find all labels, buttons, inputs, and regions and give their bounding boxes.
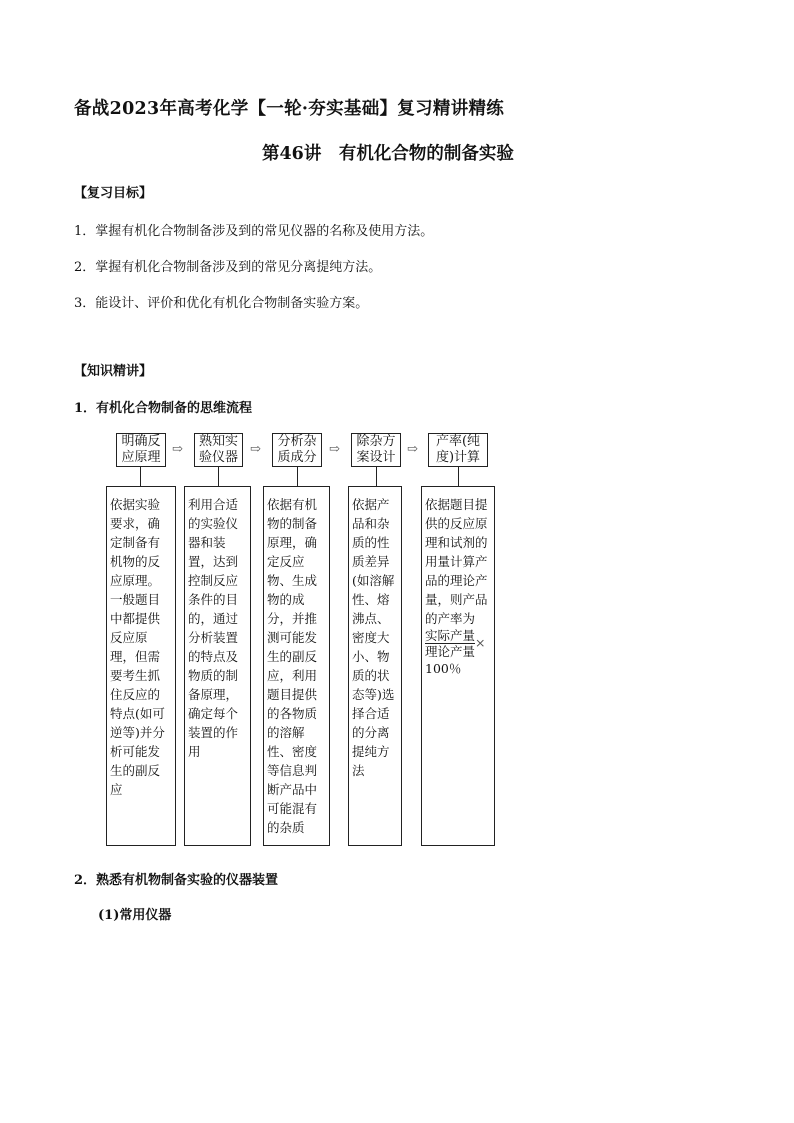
knowledge-heading: 【知识精讲】 <box>74 364 153 379</box>
flow-desc-1: 依据实验要求，确定制备有机物的反应原理。一般题目中都提供反应原理，但需要考生抓住反应的特点(如可逆等)并分析可能发生的副反应 <box>106 486 176 846</box>
document-title: 备战2023年高考化学【一轮·夯实基础】复习精讲精练 <box>74 99 505 119</box>
flow-step-4: 除杂方 案设计 <box>351 433 401 467</box>
goal-item-1: 1．掌握有机化合物制备涉及到的常见仪器的名称及使用方法。 <box>74 224 434 239</box>
flow-connector <box>218 467 219 486</box>
flow-step-1: 明确反 应原理 <box>116 433 166 467</box>
flow-desc-5 <box>421 486 495 846</box>
goal-item-2: 2．掌握有机化合物制备涉及到的常见分离提纯方法。 <box>74 260 382 275</box>
flow-connector <box>458 467 459 486</box>
section-2-heading: 2．熟悉有机物制备实验的仪器装置 <box>74 873 279 888</box>
formula-denominator: 理论产量 <box>425 644 476 659</box>
flow-step-5: 产率(纯 度)计算 <box>428 433 488 467</box>
lesson-title: 第46讲 有机化合物的制备实验 <box>262 144 514 164</box>
formula-numerator: 实际产量 <box>425 628 476 643</box>
goal-item-3: 3．能设计、评价和优化有机化合物制备实验方案。 <box>74 296 369 311</box>
flow-arrow-icon: ⇨ <box>172 442 183 457</box>
flow-desc-5-text: 依据题目提供的反应原理和试剂的用量计算产品的理论产量，则产品的产率为 <box>425 497 488 626</box>
flow-desc-2: 利用合适的实验仪器和装置，达到控制反应条件的目的，通过分析装置的特点及物质的制备原理，确定每个装置的作用 <box>184 486 251 846</box>
flow-step-3: 分析杂 质成分 <box>272 433 322 467</box>
times-icon: × <box>475 635 486 650</box>
yield-formula <box>425 628 475 659</box>
flow-connector <box>140 467 141 486</box>
flow-connector <box>376 467 377 486</box>
subsection-heading: (1)常用仪器 <box>98 908 172 923</box>
flow-desc-4: 依据产品和杂质的性质差异(如溶解性、熔沸点、密度大小、物质的状态等)选择合适的分离提纯方法 <box>348 486 402 846</box>
section-1-heading: 1．有机化合物制备的思维流程 <box>74 401 253 416</box>
flow-step-2: 熟知实 验仪器 <box>194 433 243 467</box>
flow-arrow-icon: ⇨ <box>329 442 340 457</box>
goals-heading: 【复习目标】 <box>74 186 153 201</box>
flow-arrow-icon: ⇨ <box>407 442 418 457</box>
flow-arrow-icon: ⇨ <box>250 442 261 457</box>
flow-connector <box>297 467 298 486</box>
formula-percent: 100％ <box>425 661 462 676</box>
flow-desc-3: 依据有机物的制备原理，确定反应物、生成物的成分，并推测可能发生的副反应，利用题目提供的各物质的溶解性、密度等信息判断产品中可能混有的杂质 <box>263 486 330 846</box>
